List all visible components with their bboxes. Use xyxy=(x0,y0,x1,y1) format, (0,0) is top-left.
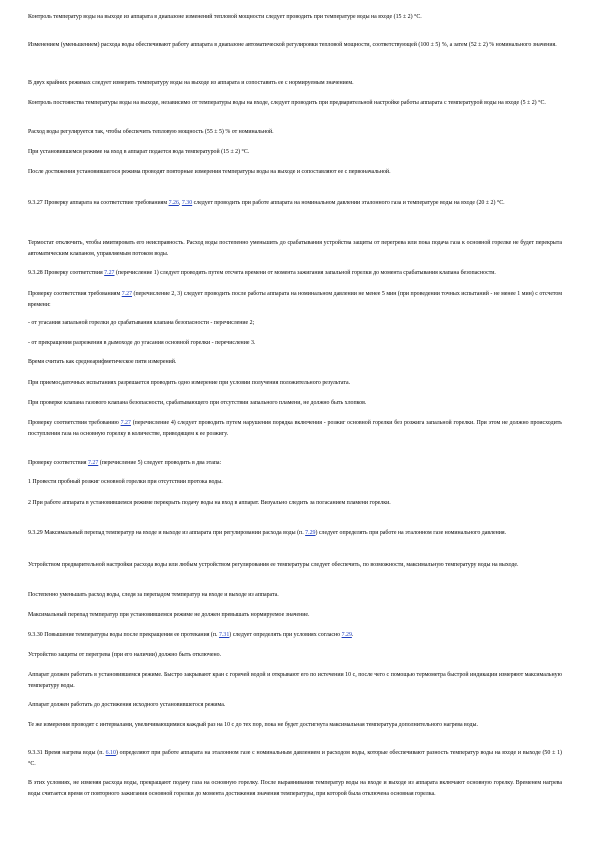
paragraph-text: , xyxy=(178,200,182,206)
paragraph-text: В двух крайних режимах следует измерить температуру воды на выходе из аппарата и сопоставить ее с нормируемым значением. xyxy=(28,80,354,86)
paragraph-text: Те же измерения проводят с интервалами, увеличивающимися каждый раз на 10 с до тех пор, пока не будет достигнута максимальная температура дополнительного нагрева воды. xyxy=(28,722,478,728)
paragraph-text: Аппарат должен работать до достижения исходного установившегося режима. xyxy=(28,702,226,708)
paragraph xyxy=(28,418,562,440)
paragraph-text: Проверку соответствия xyxy=(28,460,88,466)
paragraph xyxy=(28,378,562,389)
paragraph xyxy=(28,357,562,368)
section-link[interactable]: 6.10 xyxy=(105,750,116,756)
paragraph-text: ) следует определять при работе на эталонном газе номинального давления. xyxy=(315,530,507,536)
paragraph xyxy=(28,40,562,51)
paragraph-text: Проверку соответствия требованиям xyxy=(28,291,122,297)
paragraph-text: Проверку соответствия требованию xyxy=(28,420,121,426)
paragraph-text: 9.3.28 Проверку соответствия xyxy=(28,270,105,276)
paragraph xyxy=(28,318,562,329)
section-link[interactable]: 7.29 xyxy=(305,530,316,536)
paragraph-text: 9.3.27 Проверку аппарата на соответствие требованиям xyxy=(28,200,169,206)
paragraph xyxy=(28,238,562,260)
section-link[interactable]: 7.26 xyxy=(168,200,179,206)
section-link[interactable]: 7.29 xyxy=(341,632,352,638)
paragraph-text: следует проводить при работе аппарата на номинальном давлении эталонного газа и температуре воды на входе (20 ± 2) °C. xyxy=(192,200,505,206)
paragraph-text: Время считать как среднеарифметическое пяти измерений. xyxy=(28,359,177,365)
paragraph-text: Устройство защиты от перегрева (при его наличии) должно быть отключено. xyxy=(28,652,222,658)
section-link[interactable]: 7.31 xyxy=(218,632,230,638)
paragraph xyxy=(28,198,562,209)
paragraph-text: Контроль постоянства температуры воды на выходе, независимо от температуры воды на входе, следует проводить при предварительной настройке работы аппарата с температурой воды на входе (5 ± 2) °C. xyxy=(28,100,546,106)
paragraph-text: - от прекращения разрежения в дымоходе до угасания основной горелки - перечисление 3. xyxy=(28,340,256,346)
paragraph-text: ) следует определять при условиях согласно xyxy=(229,632,342,638)
paragraph-text: При установившемся режиме на вход в аппарат подается вода температурой (15 ± 2) °C. xyxy=(28,149,250,155)
paragraph xyxy=(28,147,562,158)
section-link[interactable]: 7.27 xyxy=(121,291,133,297)
paragraph-text: В этих условиях, не изменяя расхода воды, прекращают подачу газа на основную горелку. После выравнивания температур воды на входе и выходе из аппарата включают основную горелку. Временем нагрева воды считается время от повторного зажигания основной горелки до момента достижения значения температуры, при которой была отключена основная горелка. xyxy=(28,780,562,798)
paragraph xyxy=(28,127,562,138)
paragraph xyxy=(28,498,562,509)
section-link[interactable]: 7.30 xyxy=(181,200,193,206)
paragraph xyxy=(28,700,562,711)
paragraph xyxy=(28,477,562,488)
paragraph-text: - от угасания запальной горелки до срабатывания клапана безопасности - перечисление 2; xyxy=(28,320,255,326)
paragraph-text: 9.3.30 Повышение температуры воды после прекращения ее протекания (п. xyxy=(28,632,219,638)
paragraph-text: 1 Провести пробный розжиг основной горелки при отсутствии протока воды. xyxy=(28,479,223,485)
paragraph xyxy=(28,778,562,800)
paragraph xyxy=(28,560,562,571)
paragraph xyxy=(28,590,562,601)
paragraph xyxy=(28,12,562,23)
paragraph xyxy=(28,167,562,178)
paragraph-text: При приемосдаточных испытаниях разрешается проводить одно измерение при условии получения положительного результата. xyxy=(28,380,351,386)
paragraph xyxy=(28,528,562,539)
paragraph-text: ) определяют при работе аппарата на эталонном газе с номинальным давлением и расходом воды, которые обеспечивают разность температур воды на входе и выходе (50 ± 1) °C. xyxy=(28,750,562,768)
paragraph-text: Аппарат должен работать в установившемся режиме. Быстро закрывают кран с горячей водой и открывают его по истечении 10 с, после чего с помощью термометра быстрой индикации измеряют максимальную температуру воды. xyxy=(28,672,562,690)
paragraph-text: (перечисление 4) следует проводить путем нарушения порядка включения - розжиг основной горелки без розжига запальной горелки. При этом не должно происходить поступления газа на основную горелку в количестве, приводящем к ее розжигу. xyxy=(28,420,562,438)
paragraph xyxy=(28,98,562,109)
paragraph-text: . xyxy=(351,632,354,638)
paragraph xyxy=(28,670,562,692)
paragraph-text: Изменением (уменьшением) расхода воды обеспечивают работу аппарата в диапазоне автоматической регулировки тепловой мощности, соответствующей (100 ± 5) %, а затем (52 ± 2) % номинального значения. xyxy=(28,42,557,48)
paragraph xyxy=(28,338,562,349)
paragraph xyxy=(28,268,562,279)
section-link[interactable]: 7.27 xyxy=(120,420,131,426)
paragraph-text: Контроль температур воды на выходе из аппарата в диапазоне изменений тепловой мощности следует проводить при температуре воды на входе (15 ± 2) °C. xyxy=(28,14,422,20)
paragraph-text: Термостат отключить, чтобы имитировать его неисправность. Расход воды постепенно уменьшить до срабатывания устройства защиты от перегрева или пока подача газа к основной горелке не будет перекрыта автоматическим клапаном, управляемым потоком воды. xyxy=(28,240,562,258)
paragraph-text: Постепенно уменьшать расход воды, следя за перепадом температур на входе и выходе из аппарата. xyxy=(28,592,279,598)
paragraph xyxy=(28,720,562,731)
paragraph-text: 9.3.31 Время нагрева воды (п. xyxy=(28,750,106,756)
paragraph xyxy=(28,289,562,311)
paragraph-text: После достижения установившегося режима проводят повторные измерения температуры воды на выходе и сопоставляют ее с первоначальной. xyxy=(28,169,391,175)
paragraph xyxy=(28,398,562,409)
paragraph-text: При проверке клапана газового клапана безопасности, срабатывающего при отсутствии запального пламени, не должно быть хлопков. xyxy=(28,400,367,406)
paragraph xyxy=(28,630,562,641)
paragraph-text: (перечисление 5) следует проводить в два этапа: xyxy=(98,460,222,466)
paragraph-text: (перечисление 2, 3) следует проводить после работы аппарата на номинальном давлении не менее 5 мин (при проведении точных испытаний - не менее 1 мин) с отсчетом времени: xyxy=(28,291,562,309)
paragraph-text: 2 При работе аппарата в установившемся режиме перекрыть подачу воды на вход в аппарат. Визуально следить за погасанием пламени горелки. xyxy=(28,500,391,506)
paragraph-text: (перечисление 1) следует проводить путем отсчета времени от момента зажигания запальной горелки до момента срабатывания клапана безопасности. xyxy=(114,270,496,276)
paragraph xyxy=(28,78,562,89)
paragraph xyxy=(28,650,562,661)
paragraph xyxy=(28,748,562,770)
paragraph-text: Расход воды регулируется так, чтобы обеспечить тепловую мощность (55 ± 5) % от номинальной. xyxy=(28,129,274,135)
paragraph-text: Максимальный перепад температур при установившемся режиме не должен превышать нормируемое значение. xyxy=(28,612,310,618)
paragraph xyxy=(28,610,562,621)
section-link[interactable]: 7.27 xyxy=(87,460,99,466)
paragraph-text: Устройством предварительной настройки расхода воды или любым устройством регулирования ее температуры следует обеспечить, по возможности, максимальную температуру воды на выходе. xyxy=(28,562,519,568)
section-link[interactable]: 7.27 xyxy=(104,270,115,276)
paragraph-text: 9.3.29 Максимальный перепад температур на входе и выходе из аппарата при регулировании расхода воды (п. xyxy=(28,530,306,536)
paragraph xyxy=(28,458,562,469)
